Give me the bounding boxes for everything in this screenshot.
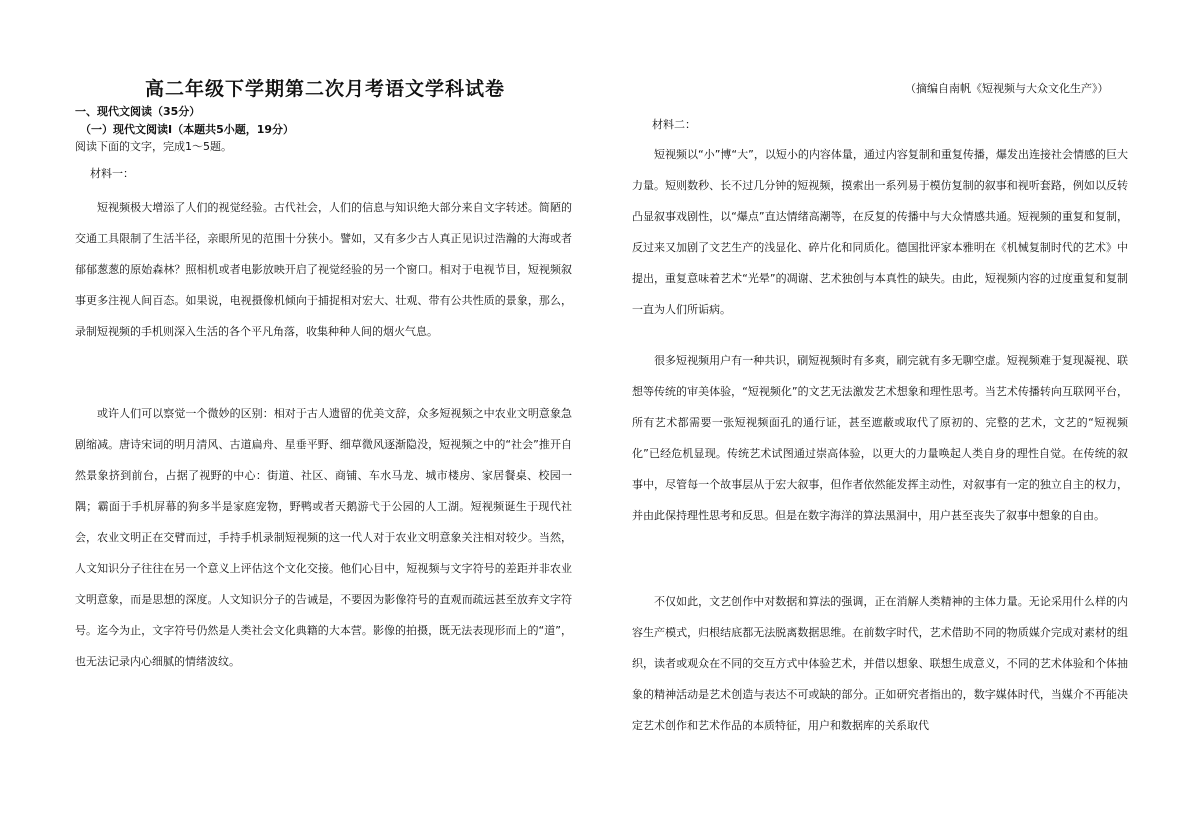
source-note: （摘编自南帆《短视频与大众文化生产》） bbox=[905, 82, 1109, 95]
material-2-paragraph: 很多短视频用户有一种共识，刷短视频时有多爽，刷完就有多无聊空虚。短视频难于复现凝视、联想等传统的审美体验，“短视频化”的文艺无法激发艺术想象和理性思考。当艺术传播转向互联网平台，所有艺术都需要一张短视频面孔的通行证，甚至遮蔽或取代了原初的、完整的艺术，文艺的“短视频化”已经危机显现。传统艺术试图通过崇高体验，以更大的力量唤起人类自身的理性自觉。在传统的叙事中，尽管每一个故事层从于宏大叙事，但作者依然能发挥主动性，对叙事有一定的独立自主的权力，并由此保持理性思考和反思。但是在数字海洋的算法黑洞中，用户甚至丧失了叙事中想象的自由。 bbox=[632, 354, 1128, 522]
reading-instruction: 阅读下面的文字，完成1～5题。 bbox=[75, 140, 232, 153]
section-heading: 一、现代文阅读（35分） bbox=[75, 105, 201, 118]
subsection-heading: （一）现代文阅读Ⅰ（本题共5小题，19分） bbox=[80, 123, 295, 136]
material-1-label: 材料一： bbox=[90, 167, 134, 180]
material-2-paragraph: 短视频以“小”博“大”，以短小的内容体量，通过内容复制和重复传播，爆发出连接社会情感的巨大力量。短则数秒、长不过几分钟的短视频，摸索出一系列易于模仿复制的叙事和视听套路，例如以反转凸显叙事戏剧性，以“爆点”直达情绪高潮等，在反复的传播中与大众情感共通。短视频的重复和复制，反过来又加剧了文艺生产的浅显化、碎片化和同质化。德国批评家本雅明在《机械复制时代的艺术》中提出，重复意味着艺术“光晕”的凋谢、艺术独创与本真性的缺失。由此，短视频内容的过度重复和复制一直为人们所诟病。 bbox=[632, 148, 1128, 316]
material-1-paragraph: 短视频极大增添了人们的视觉经验。古代社会，人们的信息与知识绝大部分来自文字转述。简陋的交通工具限制了生活半径，亲眼所见的范围十分狭小。譬如，又有多少古人真正见识过浩瀚的大海或者郁郁葱葱的原始森林？照相机或者电影放映开启了视觉经验的另一个窗口。相对于电视节目，短视频叙事更多注视人间百态。如果说，电视摄像机倾向于捕捉相对宏大、壮观、带有公共性质的景象，那么，录制短视频的手机则深入生活的各个平凡角落，收集种种人间的烟火气息。 bbox=[75, 201, 572, 338]
material-1-paragraph: 或许人们可以察觉一个微妙的区别：相对于古人遗留的优美文辞，众多短视频之中农业文明意象急剧缩减。唐诗宋词的明月清风、古道扁舟、星垂平野、细草微风逐渐隐没，短视频之中的“社会”推开自然景象挤到前台，占据了视野的中心：街道、社区、商铺、车水马龙、城市楼房、家居餐桌、校园一隅；霸面于手机屏幕的狗多半是家庭宠物，野鸭或者天鹅游弋于公园的人工湖。短视频诞生于现代社会，农业文明正在交臂而过，手持手机录制短视频的这一代人对于农业文明意象关注相对较少。当然，人文知识分子往往在另一个意义上评估这个文化交接。他们心目中，短视频与文字符号的差距并非农业文明意象，而是思想的深度。人文知识分子的告诫是，不要因为影像符号的直观而疏远甚至放弃文字符号。迄今为止，文字符号仍然是人类社会文化典籍的大本营。影像的拍摄，既无法表现形而上的“道”，也无法记录内心细腻的情绪波纹。 bbox=[75, 407, 572, 668]
page-title: 高二年级下学期第二次月考语文学科试卷 bbox=[145, 78, 506, 100]
material-2-paragraph: 不仅如此，文艺创作中对数据和算法的强调，正在消解人类精神的主体力量。无论采用什么样的内容生产模式，归根结底都无法脱离数据思维。在前数字时代，艺术借助不同的物质媒介完成对素材的组织，读者或观众在不同的交互方式中体验艺术，并借以想象、联想生成意义，不同的艺术体验和个体抽象的精神活动是艺术创造与表达不可或缺的部分。正如研究者指出的，数字媒体时代，当媒介不再能决定艺术创作和艺术作品的本质特征，用户和数据库的关系取代 bbox=[632, 595, 1128, 732]
material-2-label: 材料二： bbox=[652, 118, 696, 131]
